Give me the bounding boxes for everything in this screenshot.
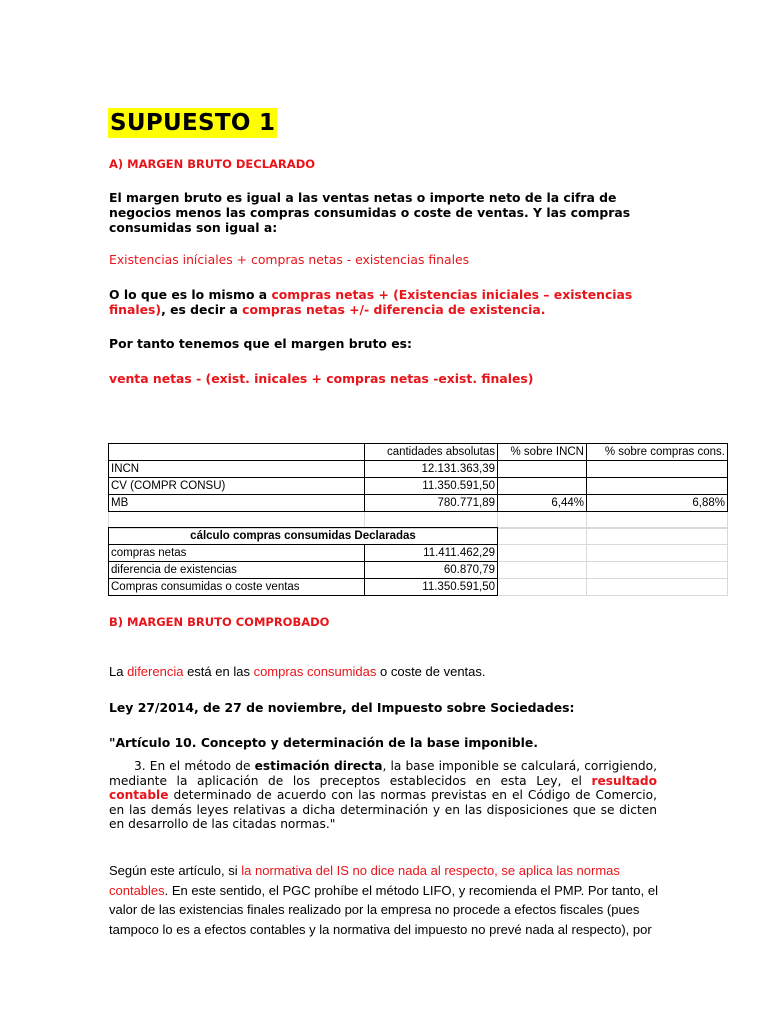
section-b-heading: B) MARGEN BRUTO COMPROBADO [109, 615, 330, 629]
table-cell: 11.350.591,50 [365, 478, 498, 495]
table-cell [587, 512, 728, 529]
table-row [109, 478, 728, 495]
table-header-cell [109, 444, 365, 461]
para2-a: O lo que es lo mismo a [109, 287, 272, 302]
table-cell: 11.411.462,29 [365, 545, 498, 562]
table-cell [109, 512, 365, 529]
table-header-cell: cálculo compras consumidas Declaradas [109, 528, 498, 545]
table-row [109, 545, 728, 562]
para4-c: está en las [183, 664, 254, 679]
para5-b: la normativa del IS no dice nada al respecto, se aplica las normas contables [109, 863, 620, 898]
quote-c: , la base imponible se calculará, corrigiendo, mediante la aplicación de los preceptos establecidos en esta Ley, el [109, 759, 657, 788]
para2-c: , es decir a [161, 302, 243, 317]
para5-c: . En este sentido, el PGC prohíbe el método LIFO, y recomienda el PMP. Por tanto, el valor de las existencias finales realizado por la empresa no procede a efectos fiscales (pues tampoco lo es a efectos contables y la normativa del impuesto no prevé nada al respecto), por [109, 882, 658, 937]
table-cell [498, 528, 587, 545]
table-cell: Compras consumidas o coste ventas [109, 579, 365, 596]
table-cell [587, 528, 728, 545]
formula-margen-bruto: venta netas - (exist. inicales + compras netas -exist. finales) [109, 371, 534, 386]
consumed-purchases-table [108, 527, 728, 596]
table-row [109, 579, 728, 596]
table-cell: 780.771,89 [365, 495, 498, 512]
table-row [109, 495, 728, 512]
para5-a: Según este artículo, si [109, 863, 242, 878]
law-reference: Ley 27/2014, de 27 de noviembre, del Impuesto sobre Sociedades: [109, 700, 575, 715]
table-cell: CV (COMPR CONSU) [109, 478, 365, 495]
table-header-cell: % sobre INCN [498, 444, 587, 461]
paragraph-difference [109, 662, 486, 681]
table-cell: 12.131.363,39 [365, 461, 498, 478]
page-title: SUPUESTO 1 [110, 110, 276, 136]
table-cell [498, 562, 587, 579]
paragraph-conclusion [109, 861, 659, 939]
table-cell: 11.350.591,50 [365, 579, 498, 596]
table-cell [365, 512, 498, 529]
paragraph-margin-intro: Por tanto tenemos que el margen bruto es: [109, 336, 412, 351]
table-cell [498, 478, 587, 495]
table-cell: 6,88% [587, 495, 728, 512]
table-row [109, 562, 728, 579]
para2-d: compras netas +/- diferencia de existencia. [242, 302, 546, 317]
table-cell: INCN [109, 461, 365, 478]
table-header-row [109, 444, 728, 461]
article-quote [109, 759, 657, 832]
paragraph-definition: El margen bruto es igual a las ventas netas o importe neto de la cifra de negocios menos las compras consumidas o coste de ventas. Y las compras consumidas son igual a: [109, 190, 631, 235]
quote-e: determinado de acuerdo con las normas previstas en el Código de Comercio, en las demás leyes relativas a dicha determinación y en las disposiciones que se dicten en desarrollo de las citadas normas." [109, 788, 657, 831]
table-row [109, 461, 728, 478]
table-cell [498, 512, 587, 529]
table-spacer-row [109, 512, 728, 529]
table-cell [587, 562, 728, 579]
table-cell [587, 545, 728, 562]
para4-a: La [109, 664, 128, 679]
table-header-row [109, 528, 728, 545]
table-cell [587, 478, 728, 495]
para4-d: compras consumidas [253, 664, 377, 679]
table-cell: 60.870,79 [365, 562, 498, 579]
table-cell [498, 579, 587, 596]
quote-a: 3. En el método de [134, 759, 255, 773]
para4-b: diferencia [127, 664, 184, 679]
paragraph-equivalent [109, 287, 639, 317]
table-header-cell: cantidades absolutas [365, 444, 498, 461]
table-cell: 6,44% [498, 495, 587, 512]
formula-existencias: Existencias iníciales + compras netas - existencias finales [109, 252, 470, 267]
table-cell: MB [109, 495, 365, 512]
table-cell [498, 461, 587, 478]
table-cell [498, 545, 587, 562]
article-heading: "Artículo 10. Concepto y determinación de la base imponible. [109, 735, 538, 750]
table-cell [587, 461, 728, 478]
table-cell: compras netas [109, 545, 365, 562]
margin-table [108, 443, 728, 529]
table-cell: diferencia de existencias [109, 562, 365, 579]
section-a-heading: A) MARGEN BRUTO DECLARADO [109, 157, 316, 171]
quote-d: resultado contable [109, 773, 657, 802]
quote-b: estimación directa [254, 759, 383, 773]
table-header-cell: % sobre compras cons. [587, 444, 728, 461]
para4-e: o coste de ventas. [376, 664, 486, 679]
table-cell [587, 579, 728, 596]
para2-b: compras netas + (Existencias iniciales – existencias finales) [109, 287, 633, 317]
